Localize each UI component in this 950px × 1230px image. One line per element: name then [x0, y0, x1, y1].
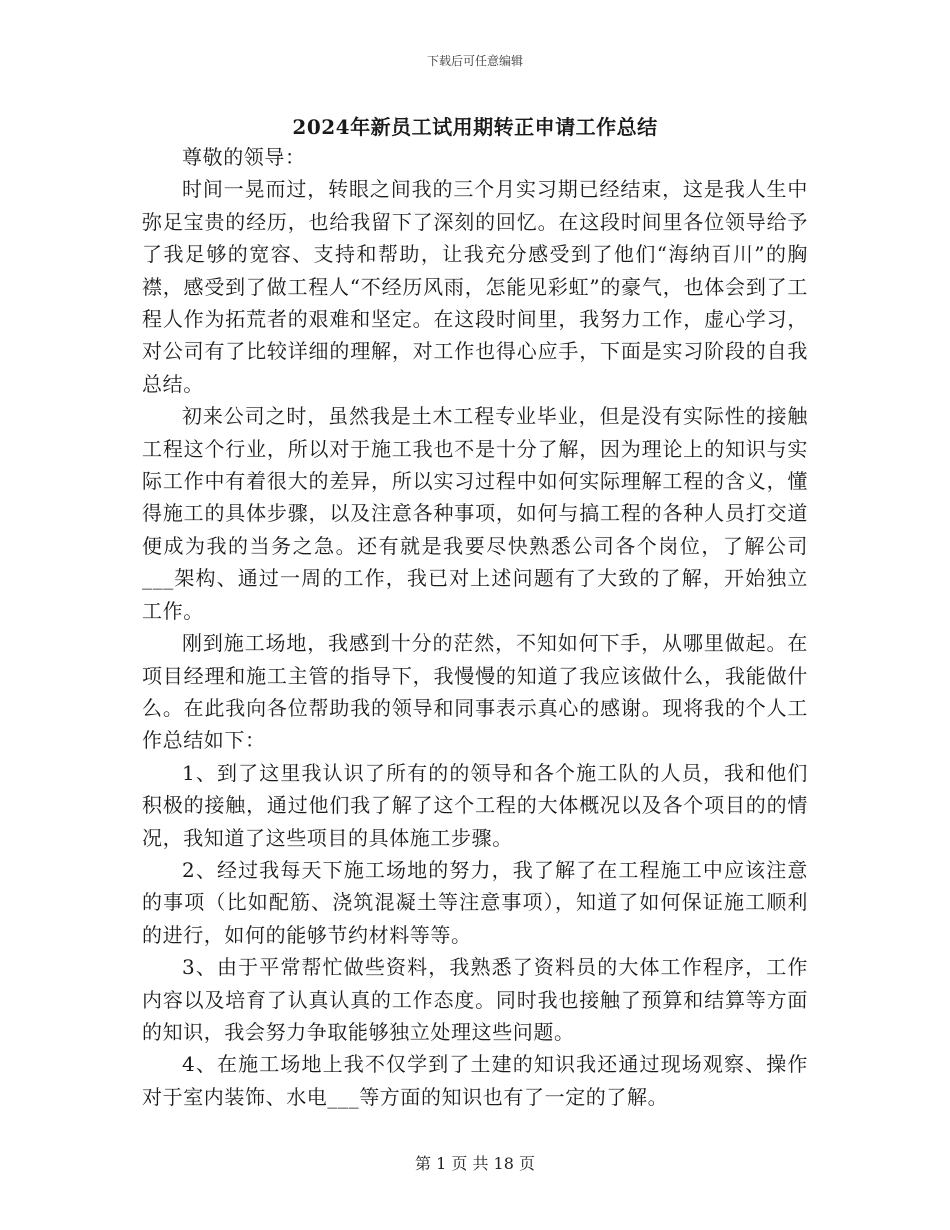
document-title: 2024年新员工试用期转正申请工作总结: [292, 115, 658, 139]
page-footer: 第 1 页 共 18 页: [415, 1154, 535, 1173]
list-item-2: 2、经过我每天下施工场地的努力，我了解了在工程施工中应该注意的事项（比如配筋、浇筑混凝土等注意事项），知道了如何保证施工顺利的进行，如何的能够节约材料等等。: [142, 857, 808, 947]
document-body: [142, 141, 808, 1113]
list-item-1: 1、到了这里我认识了所有的的领导和各个施工队的人员，我和他们积极的接触，通过他们我了解了这个工程的大体概况以及各个项目的的情况，我知道了这些项目的具体施工步骤。: [142, 760, 808, 850]
paragraph-start: 初来公司之时，虽然我是土木工程专业毕业，但是没有实际性的接触工程这个行业，所以对于施工我也不是十分了解，因为理论上的知识与实际工作中有着很大的差异，所以实习过程中如何实际理解工程的含义，懂得施工的具体步骤，以及注意各种事项，如何与搞工程的各种人员打交道便成为我的当务之急。还有就是我要尽快熟悉公司各个岗位，了解公司___架构、通过一周的工作，我已对上述问题有了大致的了解，开始独立工作。: [142, 404, 808, 623]
salutation: 尊敬的领导：: [182, 145, 306, 169]
paragraph-intro: 时间一晃而过，转眼之间我的三个月实习期已经结束，这是我人生中弥足宝贵的经历，也给我留下了深刻的回忆。在这段时间里各位领导给予了我足够的宽容、支持和帮助，让我充分感受到了他们“海纳百川”的胸襟，感受到了做工程人“不经历风雨，怎能见彩虹”的豪气，也体会到了工程人作为拓荒者的艰难和坚定。在这段时间里，我努力工作，虚心学习，对公司有了比较详细的理解，对工作也得心应手，下面是实习阶段的自我总结。: [142, 177, 808, 396]
list-item-3: 3、由于平常帮忙做些资料，我熟悉了资料员的大体工作程序，工作内容以及培育了认真认真的工作态度。同时我也接触了预算和结算等方面的知识，我会努力争取能够独立处理这些问题。: [142, 955, 808, 1044]
header-note: 下载后可任意编辑: [426, 54, 523, 68]
paragraph-site: 刚到施工场地，我感到十分的茫然，不知如何下手，从哪里做起。在项目经理和施工主管的指导下，我慢慢的知道了我应该做什么，我能做什么。在此我向各位帮助我的领导和同事表示真心的感谢。现将我的个人工作总结如下：: [142, 631, 808, 753]
list-item-4: 4、在施工场地上我不仅学到了土建的知识我还通过现场观察、操作对于室内装饰、水电___等方面的知识也有了一定的了解。: [142, 1052, 808, 1109]
